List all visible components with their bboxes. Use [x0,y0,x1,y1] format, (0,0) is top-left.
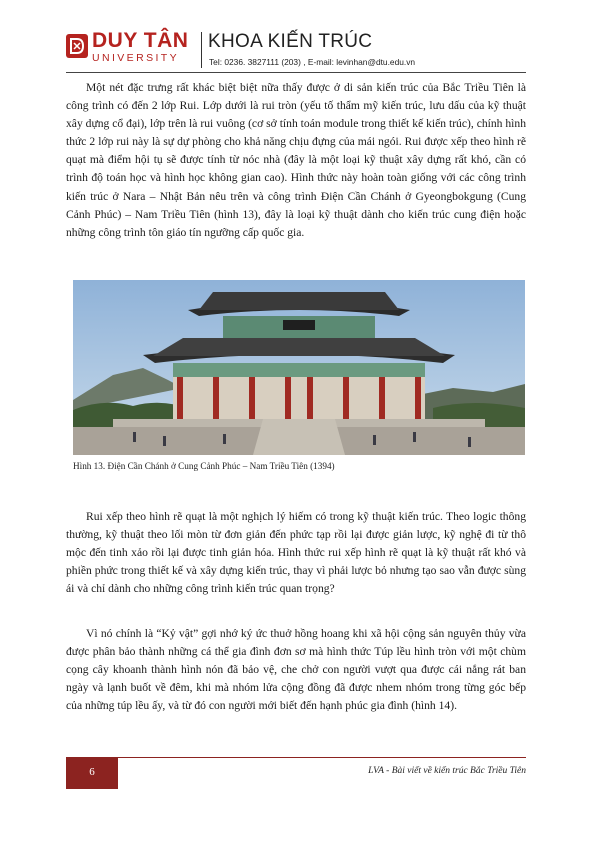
university-logo-icon [66,34,88,58]
contact-info: Tel: 0236. 3827111 (203) , E-mail: levinhan@dtu.edu.vn [209,57,416,67]
body-paragraph-3: Vì nó chính là “Kỷ vật” gợi nhớ ký ức thuở hồng hoang khi xã hội cộng sản nguyên thủy vừa được phân bảo thành những cá thể gia đình đơn sơ mà hình thức Túp lều hình tròn với một chùm cọng cây khoanh thành hình nón đã bảo vệ, che chở con người vượt qua được cái nắng rát ban ngày và lạnh buốt về đêm, khi mà nhóm lửa cộng đồng đã được nhem nhóm trong từng góc bếp của những túp lều ấy, và từ đó con người mới biết đến hạnh phúc gia đình (hình 14). [66,627,526,713]
footer-note: LVA - Bài viết về kiến trúc Bắc Triều Tiên [368,766,526,776]
page-number: 6 [89,766,95,778]
page-number-box [66,757,118,789]
page-footer [66,757,526,789]
figure-caption: Hình 13. Điện Cần Chánh ở Cung Cảnh Phúc – Nam Triều Tiên (1394) [73,461,335,471]
body-paragraph-1: Một nét đặc trưng rất khác biệt biệt nữa thấy được ở di sản kiến trúc của Bắc Triều Tiên là công trình có đến 2 lớp Rui. Lớp dưới là rui tròn (yếu tố thẩm mỹ kiến trúc, lưu dấu của kỹ thuật xây dựng cổ đại), lớp trên là rui vuông (cơ sở tính toán module trong thiết kế kiến trúc), chính hình thức 2 lớp rui này là sự dự phòng cho khả năng chịu đựng của mái ngói. Rui được xếp theo hình rẽ quạt mà điểm hội tụ sẽ được tính từ nóc nhà (đây là một loại kỹ thuật xây dựng rất khó, cần có trình độ toán học và hình học không gian cao). Hình thức này hoàn toàn giống với các công trình kiến trúc ở Nara – Nhật Bản nêu trên và công trình Điện Cần Chánh ở Gyeongbokgung (Cung Cảnh Phúc) – Nam Triều Tiên (hình 13), đây là loại kỹ thuật dành cho kiến trúc cung điện hoặc những công trình tôn giáo tín ngưỡng cấp quốc gia. [66,81,526,239]
palace-photo [73,280,525,455]
page-header [0,0,595,78]
university-subtitle: UNIVERSITY [92,52,180,64]
university-brand: DUY TÂN [92,29,189,52]
header-divider [201,32,202,68]
header-rule [66,72,526,73]
faculty-title: KHOA KIẾN TRÚC [208,31,373,52]
footer-rule [118,757,526,758]
body-paragraph-2: Rui xếp theo hình rẽ quạt là một nghịch lý hiếm có trong kỹ thuật kiến trúc. Theo logic thông thường, kỹ thuật theo lối mòn từ đơn giản đến phức tạp rồi lại được giản lược, kỹ nghệ đi từ thô mộc đến tinh xảo rồi lại được tinh giản hóa. Hình thức rui xếp hình rẽ quạt là kỹ thuật rất khó và phiền phức trong thiết kế và xây dựng kiến trúc, thay vì phải lược bỏ nhưng tạo sao vẫn được sùng ái và chỉ dành cho những công trình kiến trúc quan trọng? [66,510,526,596]
